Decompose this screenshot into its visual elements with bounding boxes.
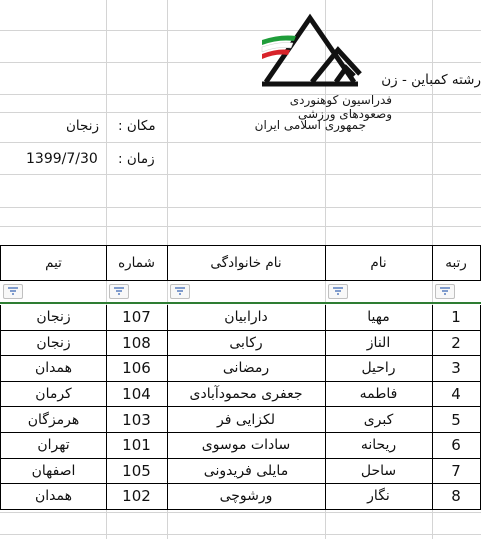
cell-number[interactable]: 104 — [106, 382, 168, 408]
gridline — [0, 534, 481, 535]
cell-team[interactable]: همدان — [0, 484, 107, 510]
header-team: تیم — [0, 245, 107, 281]
filter-icon[interactable] — [109, 284, 129, 299]
filter-icon[interactable] — [328, 284, 348, 299]
table-row[interactable] — [0, 433, 481, 459]
cell-rank[interactable]: 3 — [432, 356, 481, 382]
mountain-logo-icon — [236, 10, 392, 100]
cell-name[interactable]: فاطمه — [325, 382, 433, 408]
header-rank: رتبه — [432, 245, 481, 281]
cell-family[interactable]: سادات موسوی — [167, 433, 326, 459]
cell-number[interactable]: 107 — [106, 305, 168, 331]
cell-family[interactable]: جعفری محمودآبادی — [167, 382, 326, 408]
location-value: زنجان — [66, 118, 100, 134]
table-row[interactable] — [0, 356, 481, 382]
cell-name[interactable]: ریحانه — [325, 433, 433, 459]
cell-rank[interactable]: 5 — [432, 407, 481, 433]
cell-number[interactable]: 101 — [106, 433, 168, 459]
logo-text-line1: فدراسیون کوهنوردی وصعودهای ورزشی — [289, 93, 392, 121]
table-row[interactable] — [0, 305, 481, 331]
cell-family[interactable]: مایلی فریدونی — [167, 459, 326, 485]
cell-name[interactable]: ساحل — [325, 459, 433, 485]
cell-name[interactable]: مهیا — [325, 305, 433, 331]
sheet-title: رشته کمباین - زن — [381, 72, 481, 88]
cell-family[interactable]: لکزایی فر — [167, 407, 326, 433]
gridline — [0, 207, 481, 208]
cell-number[interactable]: 105 — [106, 459, 168, 485]
cell-number[interactable]: 108 — [106, 331, 168, 357]
header-number: شماره — [106, 245, 168, 281]
location-label: مکان : — [118, 118, 156, 134]
cell-team[interactable]: زنجان — [0, 305, 107, 331]
cell-name[interactable]: نگار — [325, 484, 433, 510]
cell-name[interactable]: راحیل — [325, 356, 433, 382]
cell-family[interactable]: ورشوچی — [167, 484, 326, 510]
table-row[interactable] — [0, 407, 481, 433]
logo-text-line2: جمهوری اسلامی ایران — [254, 118, 366, 132]
table-row[interactable] — [0, 484, 481, 510]
header-family: نام خانوادگی — [167, 245, 326, 281]
cell-name[interactable]: الناز — [325, 331, 433, 357]
filter-rank — [432, 280, 481, 304]
date-value: 1399/7/30 — [26, 151, 98, 167]
cell-team[interactable]: زنجان — [0, 331, 107, 357]
cell-rank[interactable]: 2 — [432, 331, 481, 357]
cell-team[interactable]: کرمان — [0, 382, 107, 408]
filter-icon[interactable] — [3, 284, 23, 299]
cell-rank[interactable]: 7 — [432, 459, 481, 485]
filter-icon[interactable] — [435, 284, 455, 299]
cell-rank[interactable]: 6 — [432, 433, 481, 459]
cell-team[interactable]: همدان — [0, 356, 107, 382]
table-row[interactable] — [0, 459, 481, 485]
cell-name[interactable]: کبری — [325, 407, 433, 433]
gridline — [0, 226, 481, 227]
federation-logo — [236, 10, 392, 160]
cell-family[interactable]: رمضانی — [167, 356, 326, 382]
header-name: نام — [325, 245, 433, 281]
filter-name — [325, 280, 433, 304]
filter-icon[interactable] — [170, 284, 190, 299]
cell-family[interactable]: رکابی — [167, 331, 326, 357]
table-row[interactable] — [0, 382, 481, 408]
cell-team[interactable]: اصفهان — [0, 459, 107, 485]
cell-number[interactable]: 103 — [106, 407, 168, 433]
cell-team[interactable]: تهران — [0, 433, 107, 459]
cell-rank[interactable]: 4 — [432, 382, 481, 408]
cell-number[interactable]: 106 — [106, 356, 168, 382]
cell-rank[interactable]: 1 — [432, 305, 481, 331]
gridline — [0, 512, 481, 513]
filter-family — [167, 280, 326, 304]
cell-family[interactable]: دارابیان — [167, 305, 326, 331]
filter-number — [106, 280, 168, 304]
gridline — [0, 174, 481, 175]
cell-rank[interactable]: 8 — [432, 484, 481, 510]
filter-row — [0, 280, 481, 304]
table-header-row — [0, 245, 481, 281]
cell-team[interactable]: هرمزگان — [0, 407, 107, 433]
table-row[interactable] — [0, 331, 481, 357]
cell-number[interactable]: 102 — [106, 484, 168, 510]
date-label: زمان : — [118, 151, 155, 167]
filter-team — [0, 280, 107, 304]
